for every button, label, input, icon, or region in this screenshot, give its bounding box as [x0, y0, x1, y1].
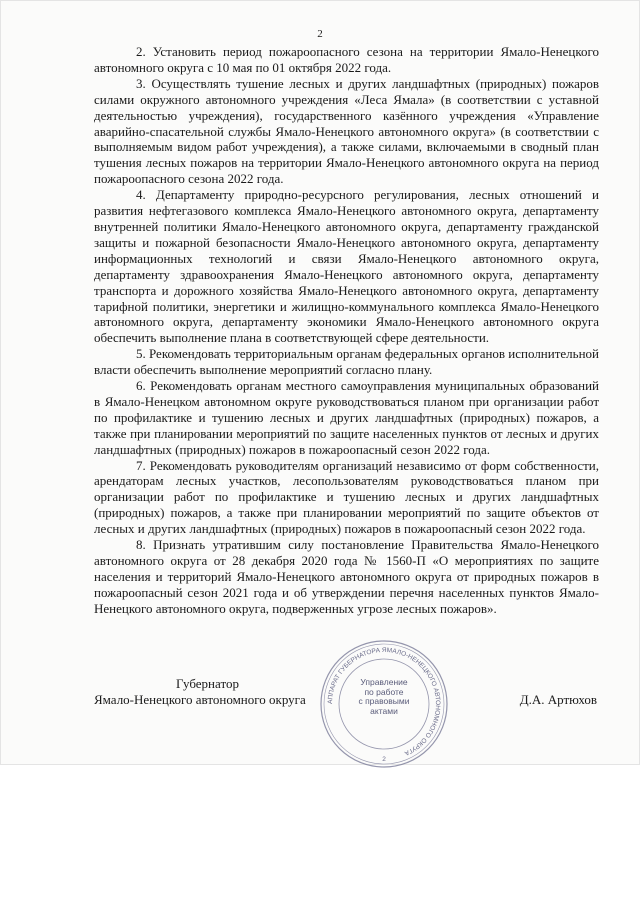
paragraph-7: 7. Рекомендовать руководителям организаций независимо от форм собственности, арендаторам лесных участков, лесопользователям руководствоваться планом при организации работ по профилактике и тушению лесных и других ландшафтных (природных) пожаров, а также при планировании мероприятий по защите объектов от лесных и других ландшафтных (природных) пожаров в пожароопасный сезон 2022 года. — [94, 457, 599, 537]
official-stamp — [318, 638, 450, 770]
paragraph-4: 4. Департаменту природно-ресурсного регулирования, лесных отношений и развития нефтегазового комплекса Ямало-Ненецкого автономного округа, департаменту внутренней политики Ямало-Ненецкого автономного округа, департаменту гражданской защиты и пожарной безопасности Ямало-Ненецкого автономного округа, департаменту информационных технологий и связи Ямало-Ненецкого автономного округа, департаменту здравоохранения Ямало-Ненецкого автономного округа, департаменту транспорта и дорожного хозяйства Ямало-Ненецкого автономного округа, департаменту тарифной политики, энергетики и жилищно-коммунального комплекса Ямало-Ненецкого автономного округа, департаменту экономики Ямало-Ненецкого автономного округа обеспечить выполнение плана в соответствующей сфере деятельности. — [94, 187, 599, 346]
stamp-line-3: с правовыми — [358, 696, 410, 706]
stamp-line-2: по работе — [364, 686, 404, 697]
paragraph-5: 5. Рекомендовать территориальным органам федеральных органов исполнительной власти обеспечить выполнение мероприятий согласно плану. — [94, 346, 600, 378]
stamp-line-1: Управление — [360, 677, 408, 687]
signatory-title: Губернатор — [176, 676, 239, 691]
paragraph-6: 6. Рекомендовать органам местного самоуправления муниципальных образований в Ямало-Ненецком автономном округе руководствоваться планом при организации работ по профилактике и тушению лесных и других ландшафтных (природных) пожаров, а также при планировании мероприятий по защите населенных пунктов от лесных и других ландшафтных (природных) пожаров в пожароопасный сезон 2022 года. — [94, 378, 599, 457]
paragraph-3: 3. Осуществлять тушение лесных и других ландшафтных (природных) пожаров силами окружного автономного учреждения «Леса Ямала» (в соответствии с уставной деятельностью учреждения), государственного казённого учреждения «Управление аварийно-спасательной службы Ямало-Ненецкого автономного округа» (в соответствии с выполняемым видом работ учреждения), а также силами, включаемыми в сводный план тушения лесных пожаров на территории Ямало-Ненецкого автономного округа на период пожароопасного сезона 2022 года. — [94, 75, 599, 187]
stamp-number: 2 — [382, 756, 386, 763]
signatory-region: Ямало-Ненецкого автономного округа — [94, 692, 306, 707]
paragraph-2: 2. Установить период пожароопасного сезона на территории Ямало-Ненецкого автономного округа с 10 мая по 01 октября 2022 года. — [94, 44, 599, 75]
background-margin — [0, 765, 640, 905]
stamp-line-4: актами — [370, 705, 398, 716]
stamp-ring-text: АППАРАТ ГУБЕРНАТОРА ЯМАЛО-НЕНЕЦКОГО АВТОНОМНОГО ОКРУГА — [326, 646, 442, 757]
paragraph-8: 8. Признать утратившим силу постановление Правительства Ямало-Ненецкого автономного округа от 28 декабря 2020 года № 1560-П «О мероприятиях по защите населения и территорий Ямало-Ненецкого автономного округа от природных пожаров в пожароопасный сезон 2021 года и об утверждении перечня населенных пунктов Ямало-Ненецкого автономного округа, подверженных угрозе лесных пожаров». — [94, 537, 599, 616]
signatory-name: Д.А. Артюхов — [519, 692, 597, 707]
stamp-inner-text — [344, 678, 424, 716]
document-body — [94, 44, 599, 617]
page-number: 2 — [317, 28, 323, 40]
